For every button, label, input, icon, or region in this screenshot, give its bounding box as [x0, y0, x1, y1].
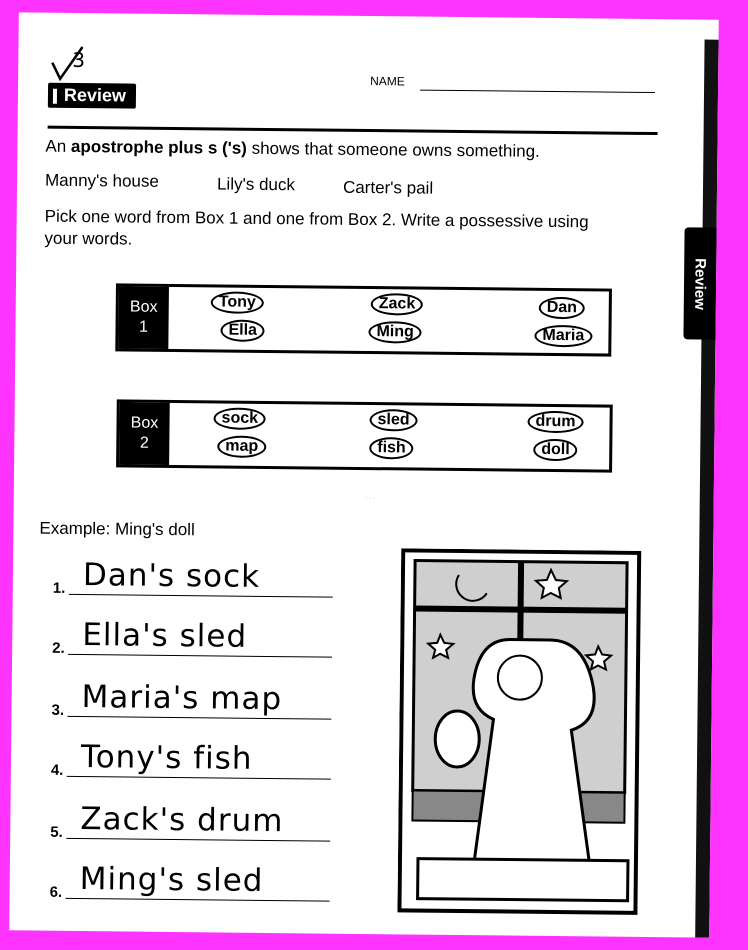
review-side-tab: Review — [683, 227, 716, 339]
pick-instruction-line1: Pick one word from Box 1 and one from Box 2. Write a possessive using — [44, 206, 589, 232]
girl-at-window-illustration — [397, 548, 661, 921]
answer-handwriting: Maria's map — [81, 679, 283, 718]
answer-row-3[interactable] — [51, 681, 331, 724]
box-2-panel — [116, 399, 613, 472]
answer-number: 2. — [52, 639, 65, 657]
answer-line — [66, 898, 330, 902]
box-2-word-fish[interactable]: fish — [369, 437, 414, 459]
answer-number: 6. — [49, 883, 63, 901]
review-badge: Review — [48, 83, 136, 109]
box-1-label: Box 1 — [118, 286, 169, 349]
box-1-word-maria[interactable]: Maria — [534, 325, 592, 348]
box-1-word-ella[interactable]: Ella — [220, 319, 265, 341]
grade-mark-number: 3 — [72, 47, 86, 73]
answer-row-2[interactable] — [52, 619, 332, 662]
page-edge-shadow — [695, 40, 718, 938]
box-1-word-dan[interactable]: Dan — [539, 297, 585, 319]
answer-line — [68, 654, 332, 658]
pick-instruction-line2: your words. — [44, 228, 133, 249]
box-1-panel — [115, 283, 612, 356]
box-1-word-zack[interactable]: Zack — [371, 293, 424, 316]
answer-handwriting: Dan's sock — [82, 557, 261, 595]
box-2-word-sled[interactable]: sled — [369, 409, 417, 432]
answer-row-6[interactable] — [50, 863, 330, 906]
answer-number: 5. — [50, 823, 63, 841]
name-label: NAME — [370, 74, 405, 89]
box-2-word-map[interactable]: map — [217, 435, 266, 458]
answer-handwriting: Tony's fish — [80, 739, 253, 777]
answer-number: 1. — [52, 579, 66, 597]
box-1-word-tony[interactable]: Tony — [211, 291, 264, 314]
answer-line — [67, 716, 331, 720]
grade-mark-check-icon — [48, 41, 96, 86]
answer-handwriting: Ella's sled — [82, 617, 248, 655]
example-possessive-2: Lily's duck — [216, 174, 296, 195]
box-2-word-doll[interactable]: doll — [533, 439, 578, 461]
example-possessive-1: Manny's house — [44, 170, 159, 191]
header-rule — [48, 126, 658, 135]
name-field-line[interactable] — [420, 90, 655, 93]
answer-handwriting: Zack's drum — [80, 801, 284, 840]
answer-row-1[interactable] — [53, 559, 333, 602]
answer-line — [69, 594, 333, 598]
answer-line — [67, 776, 331, 780]
answer-row-5[interactable] — [50, 803, 330, 846]
worksheet-page: 3 NAME Review Review An apostrophe plus s ('s) shows that someone owns something. Manny's house Lily's duck Carter's pail Pick one word from Box 1 and one from Box 2. Write a possessive using your words. ... Box 1 Tony Ella Zack Ming Dan Maria Box 2 sock map sled fish drum doll Example: Ming's doll 1. Dan's sock 2. Ella's sled 3. Maria's map 4. Tony's fish 5. Zack's drum 6. Ming's sled — [9, 12, 719, 937]
answer-number: 4. — [50, 761, 64, 779]
answer-number: 3. — [51, 701, 65, 719]
box-2-label: Box 2 — [119, 402, 170, 465]
example-answer-line: Example: Ming's doll — [39, 518, 195, 540]
box-2-word-drum[interactable]: drum — [527, 411, 583, 434]
answer-row-4[interactable] — [51, 741, 331, 784]
intro-sentence: An apostrophe plus s ('s) shows that someone owns something. — [45, 136, 540, 161]
answer-handwriting: Ming's sled — [79, 861, 264, 899]
example-possessive-3: Carter's pail — [342, 177, 434, 198]
answer-line — [66, 838, 330, 842]
box-2-word-sock[interactable]: sock — [213, 407, 266, 430]
box-1-word-ming[interactable]: Ming — [368, 321, 422, 344]
